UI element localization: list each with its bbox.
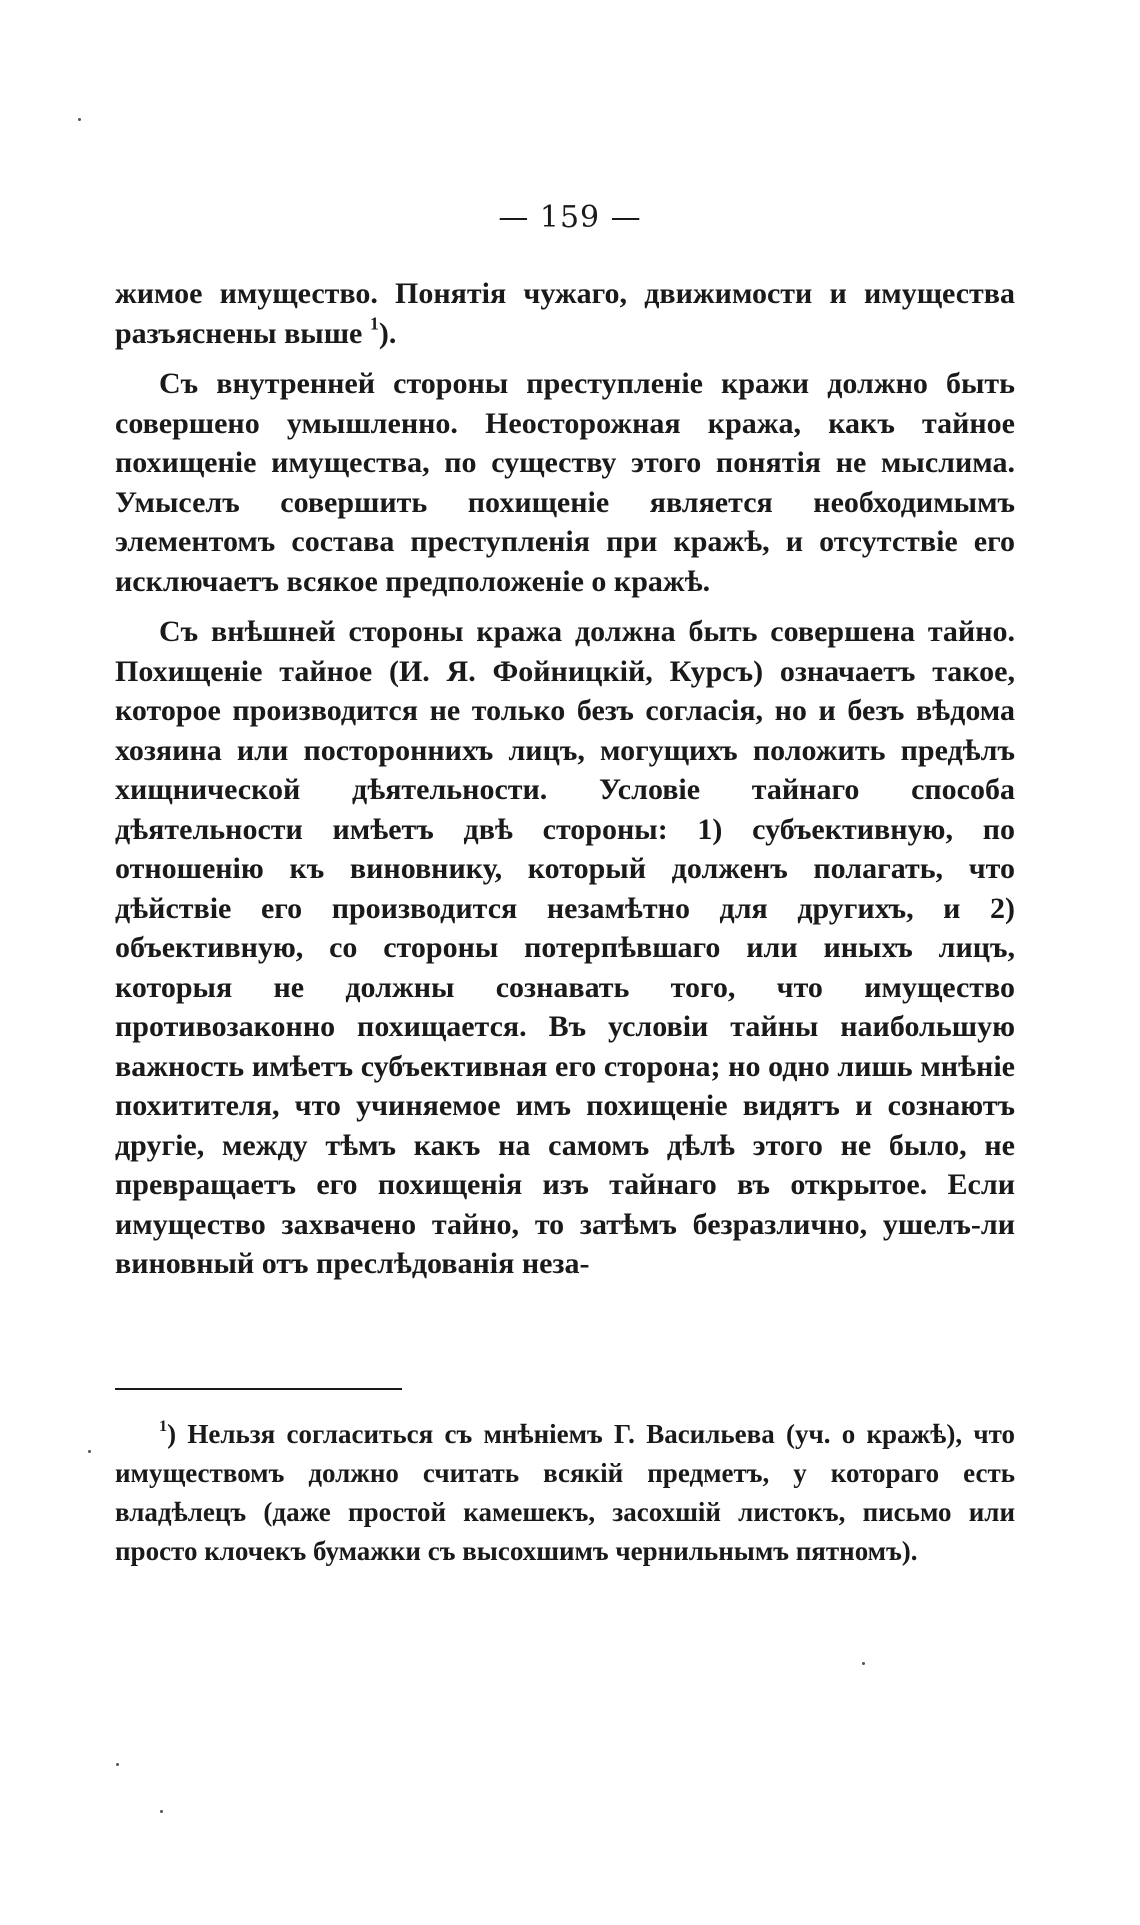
footnote-marker-close: ) xyxy=(167,1419,177,1449)
paragraph-1-tail: ). xyxy=(378,316,397,350)
scan-speck xyxy=(862,1662,865,1665)
paragraph-1 xyxy=(115,274,1015,353)
footnote-marker: 1 xyxy=(159,1416,168,1435)
footnote-reference: 1 xyxy=(369,313,379,333)
paragraph-2: Съ внутренней стороны преступленіе кражи должно быть совершено умышленно. Неосторожная кража, какъ тайное похищеніе имущества, по существу этого понятія не мыслима. Умыселъ совершить похищеніе является необходимымъ элементомъ состава преступленія при кражѣ, и отсутствіе его исключаетъ всякое предположеніе о кражѣ. xyxy=(115,367,1015,598)
paragraph-3: Съ внѣшней стороны кража должна быть совершена тайно. Похищеніе тайное (И. Я. Фойницкій, Курсъ) означаетъ такое, которое производится не только безъ согласія, но и безъ вѣдома хозяина или постороннихъ лицъ, могущихъ положить предѣлъ хищнической дѣятельности. Условіе тайнаго способа дѣятельности имѣетъ двѣ стороны: 1) субъективную, по отношенію къ виновнику, который долженъ полагать, что дѣйствіе его производится незамѣтно для другихъ, и 2) объективную, со стороны потерпѣвшаго или иныхъ лицъ, которыя не должны сознавать того, что имущество противозаконно похищается. Въ условіи тайны наибольшую важность имѣетъ субъективная его сторона; но одно лишь мнѣніе похитителя, что учиняемое имъ похищеніе видятъ и сознаютъ другіе, между тѣмъ какъ на самомъ дѣлѣ этого не было, не превращаетъ его похищенія изъ тайнаго въ открытое. Если имущество захвачено тайно, то затѣмъ безразлично, ушелъ-ли виновный отъ преслѣдованія неза- xyxy=(115,615,1015,1280)
scan-speck xyxy=(88,1450,91,1453)
scan-speck xyxy=(78,118,81,121)
main-text xyxy=(115,274,1015,1295)
footnote xyxy=(115,1415,1015,1571)
footnote-text: Нельзя согласиться съ мнѣніемъ Г. Васильева (уч. о кражѣ), что имуществомъ должно считать всякій предметъ, у котораго есть владѣлецъ (даже простой камешекъ, засохшій листокъ, письмо или просто клочекъ бумажки съ высохшимъ чернильнымъ пятномъ). xyxy=(115,1419,1015,1566)
paragraph-1-text: жимое имущество. Понятія чужаго, движимости и имущества разъяснены выше xyxy=(115,277,1015,350)
page-number: — 159 — xyxy=(498,200,642,235)
scan-speck xyxy=(116,1763,119,1766)
footnote-divider xyxy=(115,1388,402,1390)
scan-speck xyxy=(160,1810,163,1813)
